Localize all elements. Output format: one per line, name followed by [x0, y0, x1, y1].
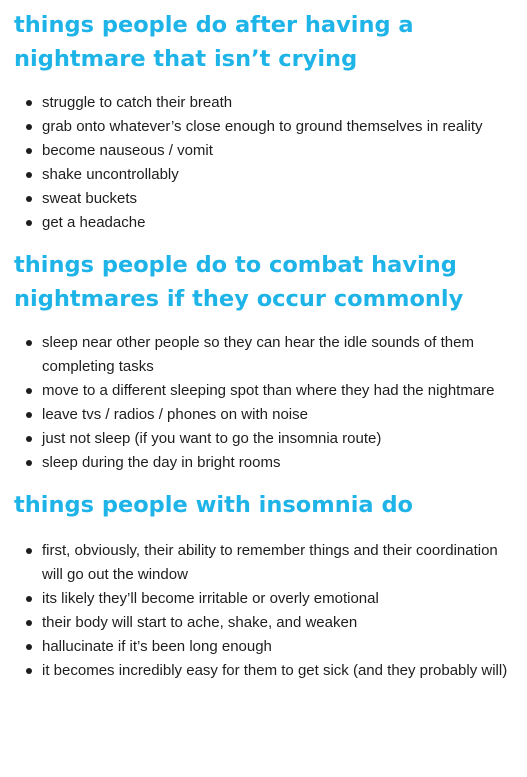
list-item-text: become nauseous / vomit: [42, 142, 213, 159]
list-item-text: hallucinate if it’s been long enough: [42, 638, 272, 655]
list-item-text: get a headache: [42, 214, 146, 231]
section-heading-insomnia: things people with insomnia do: [14, 492, 414, 518]
bullet-icon: [26, 388, 32, 394]
list-item-text: sleep near other people so they can hear the idle sounds of them completing tasks: [42, 334, 474, 375]
list-item-text: move to a different sleeping spot than where they had the nightmare: [42, 382, 495, 399]
list-item: [14, 91, 515, 115]
bullet-icon: [26, 436, 32, 442]
bullet-icon: [26, 548, 32, 554]
insomnia-list: [14, 539, 515, 683]
list-item: [14, 379, 515, 403]
bullet-icon: [26, 412, 32, 418]
bullet-icon: [26, 644, 32, 650]
list-item-text: their body will start to ache, shake, and weaken: [42, 614, 358, 631]
list-item: [14, 635, 515, 659]
bullet-icon: [26, 340, 32, 346]
list-item: [14, 403, 515, 427]
list-item-text: just not sleep (if you want to go the insomnia route): [42, 430, 382, 447]
list-item-text: sweat buckets: [42, 190, 138, 207]
list-item: [14, 187, 515, 211]
list-item: [14, 139, 515, 163]
nightmare-reactions-list: [14, 91, 515, 235]
bullet-icon: [26, 596, 32, 602]
section-heading-combat-nightmares: things people do to combat having nightmares if they occur commonly: [14, 252, 464, 312]
list-item-text: shake uncontrollably: [42, 166, 179, 183]
list-item: [14, 659, 515, 683]
list-item: [14, 539, 515, 587]
list-item: [14, 163, 515, 187]
list-item: [14, 611, 515, 635]
list-item: [14, 451, 515, 475]
list-item-text: first, obviously, their ability to remember things and their coordination will go out the window: [42, 542, 498, 583]
list-item-text: leave tvs / radios / phones on with noise: [42, 406, 308, 423]
bullet-icon: [26, 148, 32, 154]
bullet-icon: [26, 196, 32, 202]
bullet-icon: [26, 172, 32, 178]
bullet-icon: [26, 620, 32, 626]
section-heading-nightmare-reactions: things people do after having a nightmare that isn’t crying: [14, 12, 414, 72]
list-item-text: it becomes incredibly easy for them to get sick (and they probably will): [42, 662, 508, 679]
combat-nightmares-list: [14, 331, 515, 475]
bullet-icon: [26, 460, 32, 466]
bullet-icon: [26, 100, 32, 106]
list-item: [14, 331, 515, 379]
bullet-icon: [26, 668, 32, 674]
list-item-text: its likely they’ll become irritable or overly emotional: [42, 590, 379, 607]
list-item: [14, 587, 515, 611]
bullet-icon: [26, 124, 32, 130]
list-item: [14, 115, 515, 139]
bullet-icon: [26, 220, 32, 226]
list-item: [14, 211, 515, 235]
list-item-text: struggle to catch their breath: [42, 94, 233, 111]
list-item: [14, 427, 515, 451]
list-item-text: grab onto whatever’s close enough to ground themselves in reality: [42, 118, 483, 135]
list-item-text: sleep during the day in bright rooms: [42, 454, 281, 471]
